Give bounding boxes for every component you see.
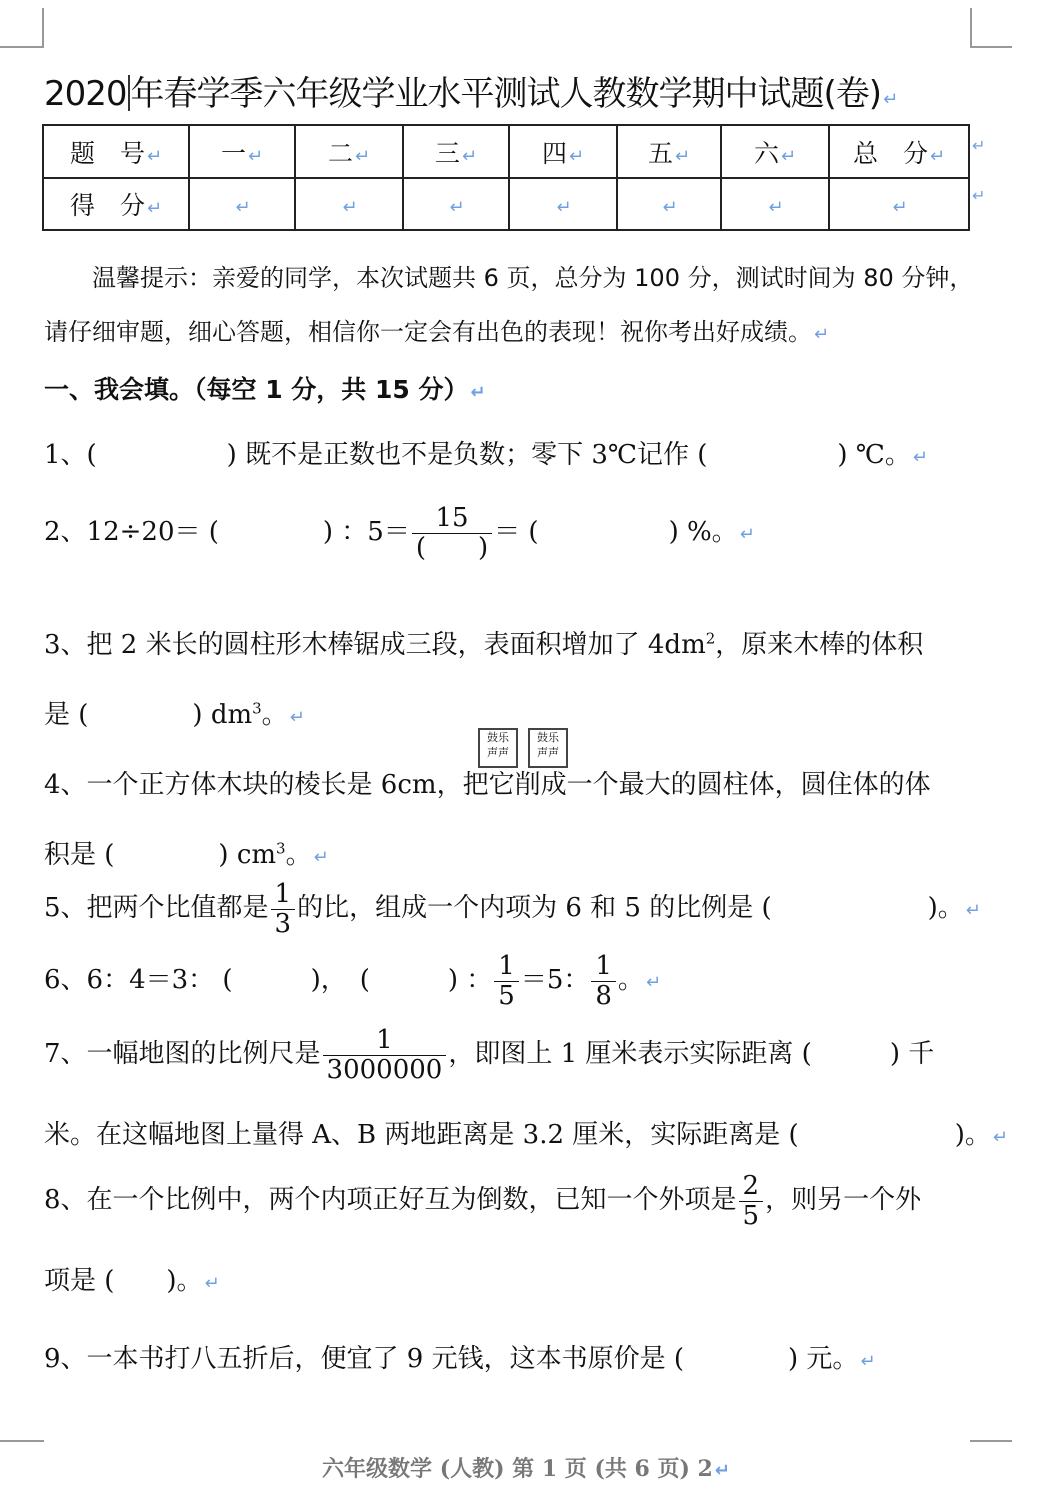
header-cell: 二 ↵ bbox=[295, 125, 403, 178]
score-table bbox=[42, 124, 970, 231]
page-title bbox=[44, 66, 897, 115]
return-mark-icon: ↵ bbox=[972, 186, 986, 205]
score-cell[interactable]: ↵ bbox=[189, 178, 295, 230]
score-cell[interactable]: ↵ bbox=[403, 178, 509, 230]
fraction: $\frac{1}{5}$ bbox=[494, 952, 519, 1010]
fraction: $\frac{2}{5}$ bbox=[739, 1172, 764, 1230]
return-mark-icon: ↵ bbox=[883, 89, 898, 110]
section-heading: 一、我会填。（每空 1 分，共 15 分） ↵ bbox=[44, 375, 486, 404]
header-cell: 总 分 ↵ bbox=[829, 125, 969, 178]
question-2: 2、12÷20＝ ( ) ：5＝ $\frac{15}{( )}$ ＝ ( ) %。 ↵ bbox=[44, 503, 755, 563]
fraction: $\frac{1}{8}$ bbox=[591, 952, 616, 1010]
return-mark-icon: ↵ bbox=[972, 136, 986, 155]
question-7-line-1: 7、一幅地图的比例尺是 $\frac{1}{3000000}$ ，即图上 1 厘米表示实际距离 ( ) 千 bbox=[44, 1025, 935, 1085]
text-cursor bbox=[128, 75, 130, 111]
row-label-cell: 得 分 ↵ bbox=[43, 178, 189, 230]
header-cell: 五 ↵ bbox=[617, 125, 721, 178]
score-cell[interactable]: ↵ bbox=[721, 178, 829, 230]
score-cell[interactable]: ↵ bbox=[295, 178, 403, 230]
score-table-header-row bbox=[43, 125, 969, 178]
crop-mark bbox=[970, 46, 1012, 48]
question-8-line-2: 项是 ( )。 ↵ bbox=[44, 1266, 220, 1296]
crop-mark bbox=[970, 1440, 1012, 1442]
header-cell: 三 ↵ bbox=[403, 125, 509, 178]
score-cell[interactable]: ↵ bbox=[829, 178, 969, 230]
tip-line-2: 请仔细审题，细心答题，相信你一定会有出色的表现！祝你考出好成绩。 ↵ bbox=[44, 318, 830, 346]
score-table-score-row bbox=[43, 178, 969, 230]
crop-mark bbox=[42, 8, 44, 48]
question-5: 5、把两个比值都是 $\frac{1}{3}$ 的比，组成一个内项为 6 和 5 的比例是 ( )。 ↵ bbox=[44, 879, 981, 939]
question-3-line-2: 是 ( ) $dm^3$。 ↵ bbox=[44, 699, 305, 730]
header-cell: 一 ↵ bbox=[189, 125, 295, 178]
question-7-line-2: 米。在这幅地图上量得 A、B 两地距离是 3.2 厘米，实际距离是 ( )。 ↵ bbox=[44, 1120, 1008, 1150]
header-cell: 四 ↵ bbox=[509, 125, 617, 178]
crop-mark bbox=[970, 8, 972, 48]
question-4-line-1: 4、一个正方体木块的棱长是 6cm，把它削成一个最大的圆柱体，圆住体的体 bbox=[44, 770, 931, 800]
title-year: 2020 bbox=[44, 74, 127, 114]
tip-line-1: 温馨提示：亲爱的同学，本次试题共 6 页，总分为 100 分，测试时间为 80 分钟， bbox=[92, 264, 974, 292]
fraction: $\frac{1}{3000000}$ bbox=[323, 1026, 447, 1084]
question-6: 6、6：4＝3： ( )， ( ) ： $\frac{1}{5}$ ＝5： $\frac{1}{8}$ 。 ↵ bbox=[44, 951, 662, 1011]
page-footer: 六年级数学 (人教) 第 1 页 (共 6 页) 2 ↵ bbox=[322, 1456, 730, 1482]
question-1: 1、( ) 既不是正数也不是负数；零下 3℃记作 ( ) ℃。 ↵ bbox=[44, 440, 928, 470]
question-4-line-2: 积是 ( ) $cm^3$。 ↵ bbox=[44, 839, 329, 870]
stamp-image bbox=[478, 728, 578, 768]
question-9: 9、一本书打八五折后，便宜了 9 元钱，这本书原价是 ( ) 元。 ↵ bbox=[44, 1344, 876, 1374]
stamp-icon: 鼓乐 声声 bbox=[528, 728, 568, 768]
title-text: 年春学季六年级学业水平测试人教数学期中试题(卷) bbox=[130, 74, 882, 114]
score-cell[interactable]: ↵ bbox=[509, 178, 617, 230]
fraction: $\frac{15}{( )}$ bbox=[412, 504, 492, 562]
question-8-line-1: 8、在一个比例中，两个内项正好互为倒数，已知一个外项是 $\frac{2}{5}$ ，则另一个外 bbox=[44, 1171, 922, 1231]
stamp-icon: 鼓乐 声声 bbox=[478, 728, 518, 768]
crop-mark bbox=[0, 46, 44, 48]
fraction: $\frac{1}{3}$ bbox=[271, 880, 296, 938]
header-cell: 六 ↵ bbox=[721, 125, 829, 178]
crop-mark bbox=[0, 1440, 44, 1442]
question-3-line-1: 3、把 2 米长的圆柱形木棒锯成三段，表面积增加了 $4dm^2$，原来木棒的体积 bbox=[44, 629, 924, 660]
header-cell: 题 号 ↵ bbox=[43, 125, 189, 178]
score-cell[interactable]: ↵ bbox=[617, 178, 721, 230]
